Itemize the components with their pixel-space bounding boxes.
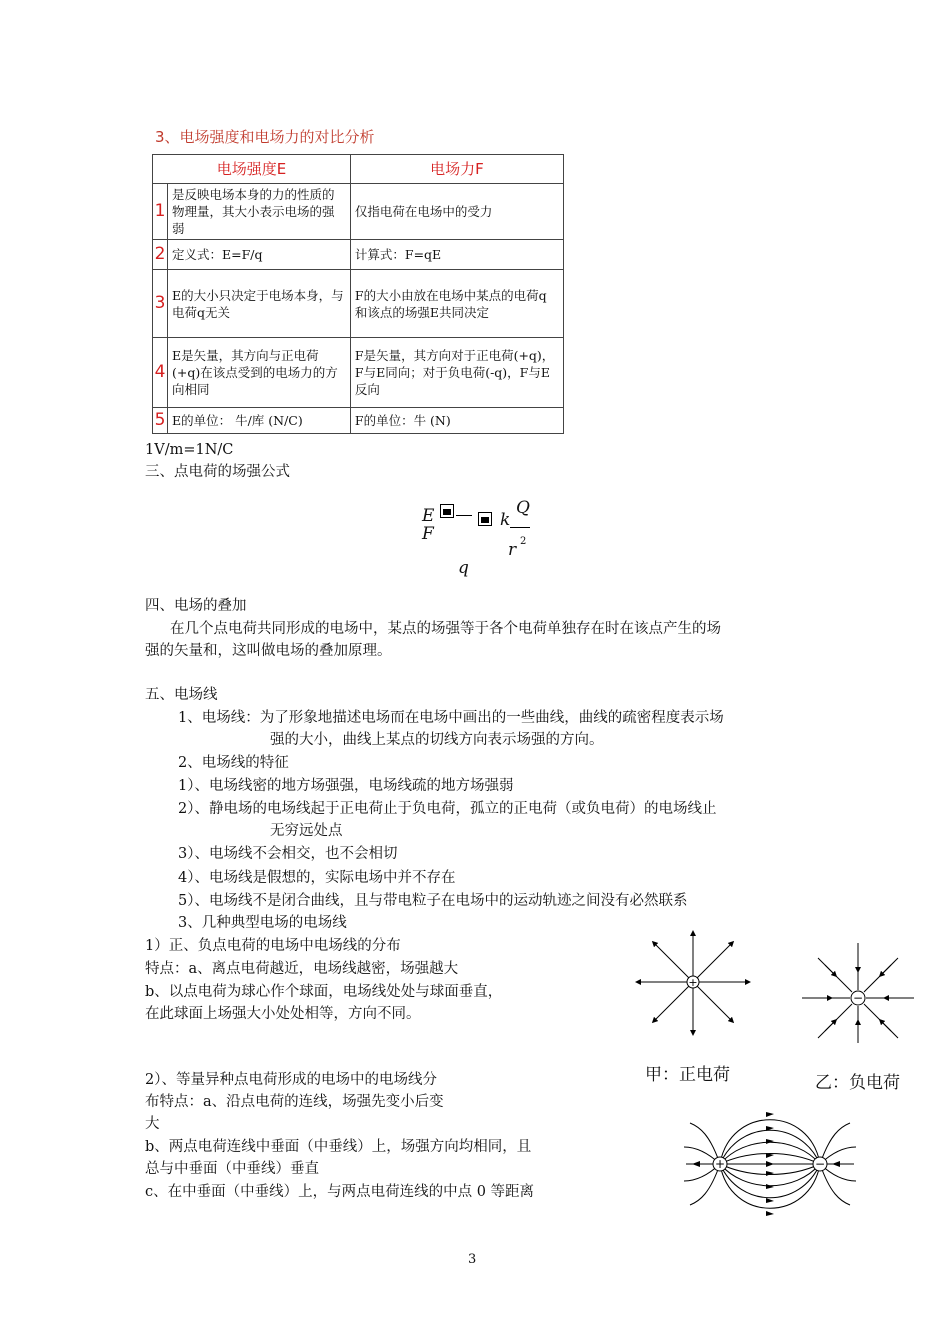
table-header-row (153, 155, 564, 184)
cell-f: 仅指电荷在电场中的受力 (350, 184, 563, 240)
paragraph-line: 2）、等量异种点电荷形成的电场中的电场线分 (145, 1072, 437, 1088)
heading-five: 五、电场线 (145, 687, 218, 703)
cell-f: F是矢量，其方向对于正电荷(+q)，F与E同向；对于负电荷(-q)，F与E反向 (350, 338, 563, 408)
heading-three: 三、点电荷的场强公式 (145, 464, 290, 480)
table-row (153, 184, 564, 240)
paragraph-line: 在几个点电荷共同形成的电场中，某点的场强等于各个电荷单独存在时在该点产生的场 (170, 621, 721, 637)
row-number: 5 (153, 408, 168, 434)
placeholder-glyph (440, 504, 454, 518)
header-e: 电场强度E (153, 155, 351, 184)
formula-k: k (500, 510, 511, 530)
list-item: 1）、电场线密的地方场强强，电场线疏的地方场强弱 (178, 778, 514, 794)
table-row (153, 408, 564, 434)
paragraph-line: b、以点电荷为球心作个球面，电场线处处与球面垂直， (145, 984, 503, 1000)
dipole-negative-symbol: − (814, 1157, 826, 1171)
placeholder-glyph (478, 512, 492, 526)
paragraph-line: 1）正、负点电荷的电场中电场线的分布 (145, 938, 401, 954)
caption-positive: 甲：正电荷 (645, 1065, 730, 1085)
table-row (153, 338, 564, 408)
caption-negative: 乙：负电荷 (815, 1073, 900, 1093)
list-item: 4）、电场线是假想的，实际电场中并不存在 (178, 870, 456, 886)
paragraph-line: 3、几种典型电场的电场线 (178, 915, 347, 931)
cell-e: E的单位： 牛/库 (N/C) (168, 408, 351, 434)
section-title: 3、电场强度和电场力的对比分析 (155, 128, 375, 146)
list-item: 无穷远处点 (270, 823, 343, 839)
formula-q: q (458, 558, 469, 578)
paragraph-line: 1、电场线：为了形象地描述电场而在电场中画出的一些曲线，曲线的疏密程度表示场 (178, 710, 724, 726)
paragraph-line: c、在中垂面（中垂线）上，与两点电荷连线的中点 0 等距离 (145, 1184, 535, 1200)
cell-e: 是反映电场本身的力的性质的物理量，其大小表示电场的强弱 (168, 184, 351, 240)
paragraph-line: 大 (145, 1116, 160, 1132)
paragraph-line: 特点：a、离点电荷越近，电场线越密，场强越大 (145, 961, 459, 977)
fraction-bar (456, 515, 472, 516)
paragraph-line: 在此球面上场强大小处处相等，方向不同。 (145, 1006, 421, 1022)
row-number: 3 (153, 270, 168, 338)
paragraph-line: b、两点电荷连线中垂面（中垂线）上，场强方向均相同，且 (145, 1139, 532, 1155)
header-f: 电场力F (350, 155, 563, 184)
paragraph-line: 强的大小，曲线上某点的切线方向表示场强的方向。 (270, 732, 604, 748)
table-row (153, 270, 564, 338)
cell-e: E的大小只决定于电场本身，与电荷q无关 (168, 270, 351, 338)
list-item: 5）、电场线不是闭合曲线，且与带电粒子在电场中的运动轨迹之间没有必然联系 (178, 893, 688, 909)
row-number: 1 (153, 184, 168, 240)
formula-r: r (508, 540, 517, 560)
cell-e: E是矢量，其方向与正电荷(+q)在该点受到的电场力的方向相同 (168, 338, 351, 408)
dipole-positive-symbol: + (714, 1157, 726, 1171)
field-formula (418, 496, 568, 586)
formula-e: E (422, 506, 435, 526)
paragraph-line: 2、电场线的特征 (178, 755, 289, 771)
fraction-bar (510, 527, 530, 528)
formula-q-cap: Q (516, 498, 530, 518)
cell-f: F的大小由放在电场中某点的电荷q和该点的场强E共同决定 (350, 270, 563, 338)
paragraph-line: 总与中垂面（中垂线）垂直 (145, 1161, 319, 1177)
paragraph-line: 强的矢量和，这叫做电场的叠加原理。 (145, 643, 392, 659)
list-item: 2）、静电场的电场线起于正电荷止于负电荷，孤立的正电荷（或负电荷）的电场线止 (178, 801, 717, 817)
comparison-table (152, 154, 564, 434)
formula-f: F (422, 524, 434, 544)
list-item: 3）、电场线不会相交，也不会相切 (178, 846, 398, 862)
heading-four: 四、电场的叠加 (145, 598, 247, 614)
positive-symbol: + (688, 976, 698, 989)
unit-note: 1V/m=1N/C (145, 442, 234, 458)
cell-f: F的单位：牛 (N) (350, 408, 563, 434)
paragraph-line: 布特点：a、沿点电荷的连线，场强先变小后变 (145, 1094, 444, 1110)
table-row (153, 240, 564, 270)
formula-exp: 2 (520, 536, 527, 547)
page-number: 3 (468, 1252, 477, 1267)
cell-e: 定义式：E=F/q (168, 240, 351, 270)
row-number: 2 (153, 240, 168, 270)
row-number: 4 (153, 338, 168, 408)
negative-symbol: − (852, 991, 864, 1005)
cell-f: 计算式：F=qE (350, 240, 563, 270)
dipole-field-diagram (680, 1105, 930, 1225)
